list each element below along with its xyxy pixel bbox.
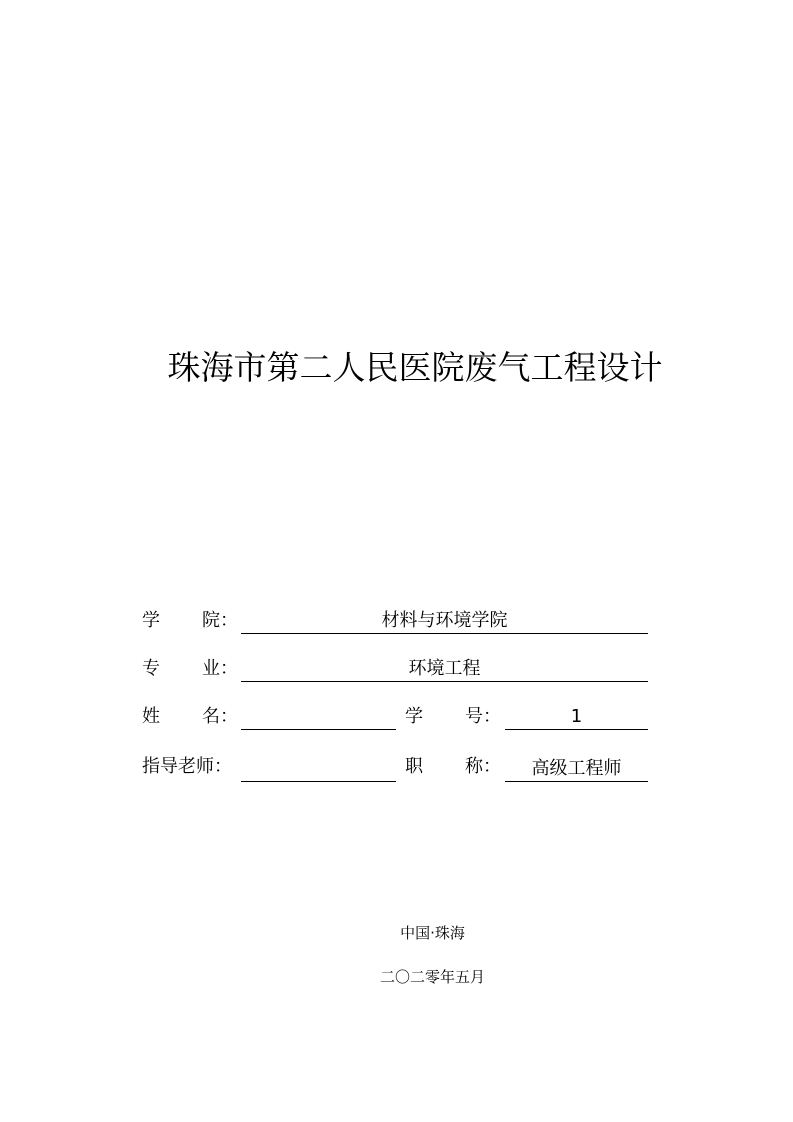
name-label-char-2: 名： [202,706,238,727]
footer-date: 二〇二零年五月 [379,968,485,986]
student-id-label [405,705,505,729]
rank-label [405,755,505,779]
major-label [142,657,242,681]
document-title: 珠海市第二人民医院废气工程设计 [167,348,663,387]
advisor-label: 指导老师： [142,756,232,777]
footer-location: 中国·珠海 [400,924,465,942]
name-field [241,705,396,730]
rank-field: 高级工程师 [505,757,648,782]
college-label-char-1: 学 [142,610,160,631]
major-label-char-1: 专 [142,658,160,679]
major-label-char-2: 业： [202,658,238,679]
college-label [142,609,242,633]
name-label [142,705,242,729]
student-id-label-char-2: 号： [465,706,501,727]
college-field: 材料与环境学院 [241,609,648,634]
major-field: 环境工程 [241,657,648,682]
college-label-char-2: 院： [202,610,238,631]
advisor-field [241,757,396,782]
rank-label-char-2: 称： [465,756,501,777]
name-label-char-1: 姓 [142,706,160,727]
student-id-label-char-1: 学 [405,706,423,727]
rank-label-char-1: 职 [405,756,423,777]
student-id-field: 1 [505,705,648,730]
